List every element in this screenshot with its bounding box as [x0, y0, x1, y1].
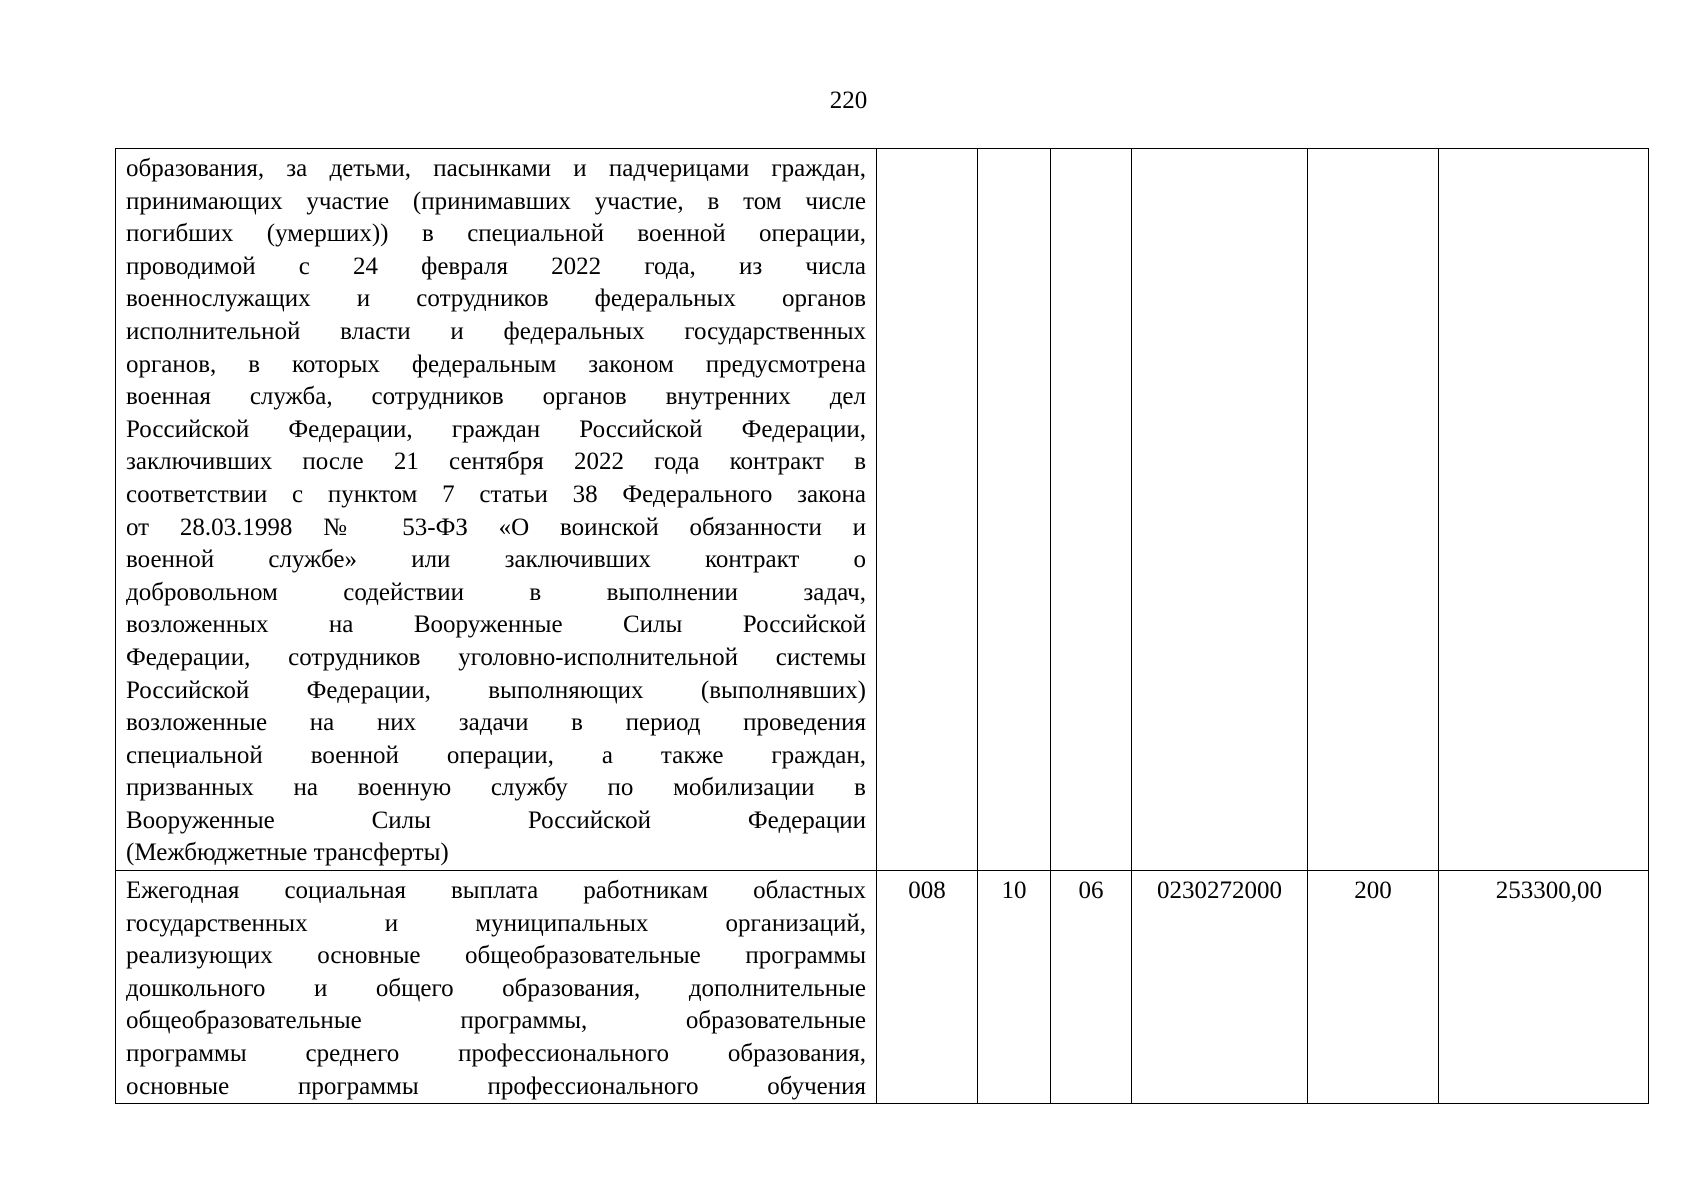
description-line: проводимой с 24 февраля 2022 года, из числа: [126, 252, 866, 280]
section-code-cell: [978, 149, 1051, 871]
description-line: дошкольного и общего образования, дополнительные: [126, 974, 866, 1002]
row-description: [116, 149, 877, 871]
table-row: [116, 871, 1649, 1104]
description-line: Российской Федерации, граждан Российской Федерации,: [126, 415, 866, 443]
description-line: Российской Федерации, выполняющих (выполнявших): [126, 676, 866, 704]
description-line: добровольном содействии в выполнении задач,: [126, 578, 866, 606]
row-description: [116, 871, 877, 1104]
description-line: государственных и муниципальных организаций,: [126, 909, 866, 937]
description-line: военнослужащих и сотрудников федеральных органов: [126, 285, 866, 313]
description-line: органов, в которых федеральным законом предусмотрена: [126, 350, 866, 378]
budget-table: [115, 148, 1649, 1104]
description-line: возложенные на них задачи в период проведения: [126, 709, 866, 737]
description-line: (Межбюджетные трансферты): [126, 839, 449, 867]
description-line: специальной военной операции, а также граждан,: [126, 741, 866, 769]
description-line: Вооруженные Силы Российской Федерации: [126, 806, 866, 834]
description-line: основные программы профессионального обучения: [126, 1072, 866, 1100]
description-line: заключивших после 21 сентября 2022 года контракт в: [126, 448, 866, 476]
target-article-cell: 0230272000: [1132, 871, 1308, 1104]
description-line: программы среднего профессионального образования,: [126, 1040, 866, 1068]
description-line: возложенных на Вооруженные Силы Российской: [126, 611, 866, 639]
subsection-code-cell: 06: [1051, 871, 1132, 1104]
section-code-cell: 10: [978, 871, 1051, 1104]
amount-cell: 253300,00: [1439, 871, 1649, 1104]
page-number: 220: [829, 87, 868, 114]
expense-type-cell: 200: [1308, 871, 1439, 1104]
description-line: Федерации, сотрудников уголовно-исполнительной системы: [126, 643, 866, 671]
description-line: исполнительной власти и федеральных государственных: [126, 317, 866, 345]
ministry-code-cell: 008: [877, 871, 978, 1104]
subsection-code-cell: [1051, 149, 1132, 871]
table-row: [116, 149, 1649, 871]
description-line: соответствии с пунктом 7 статьи 38 Федерального закона: [126, 480, 866, 508]
description-line: погибших (умерших)) в специальной военной операции,: [126, 220, 866, 248]
description-line: общеобразовательные программы, образовательные: [126, 1007, 866, 1035]
description-line: военной службе» или заключивших контракт о: [126, 546, 866, 574]
description-line: призванных на военную службу по мобилизации в: [126, 774, 866, 802]
description-line: Ежегодная социальная выплата работникам областных: [126, 877, 866, 905]
description-line: военная служба, сотрудников органов внутренних дел: [126, 383, 866, 411]
description-line: принимающих участие (принимавших участие, в том числе: [126, 187, 866, 215]
target-article-cell: [1132, 149, 1308, 871]
amount-cell: [1439, 149, 1649, 871]
ministry-code-cell: [877, 149, 978, 871]
expense-type-cell: [1308, 149, 1439, 871]
description-line: от 28.03.1998 № 53-ФЗ «О воинской обязанности и: [126, 513, 866, 541]
description-line: реализующих основные общеобразовательные программы: [126, 942, 866, 970]
description-line: образования, за детьми, пасынками и падчерицами граждан,: [126, 155, 866, 182]
